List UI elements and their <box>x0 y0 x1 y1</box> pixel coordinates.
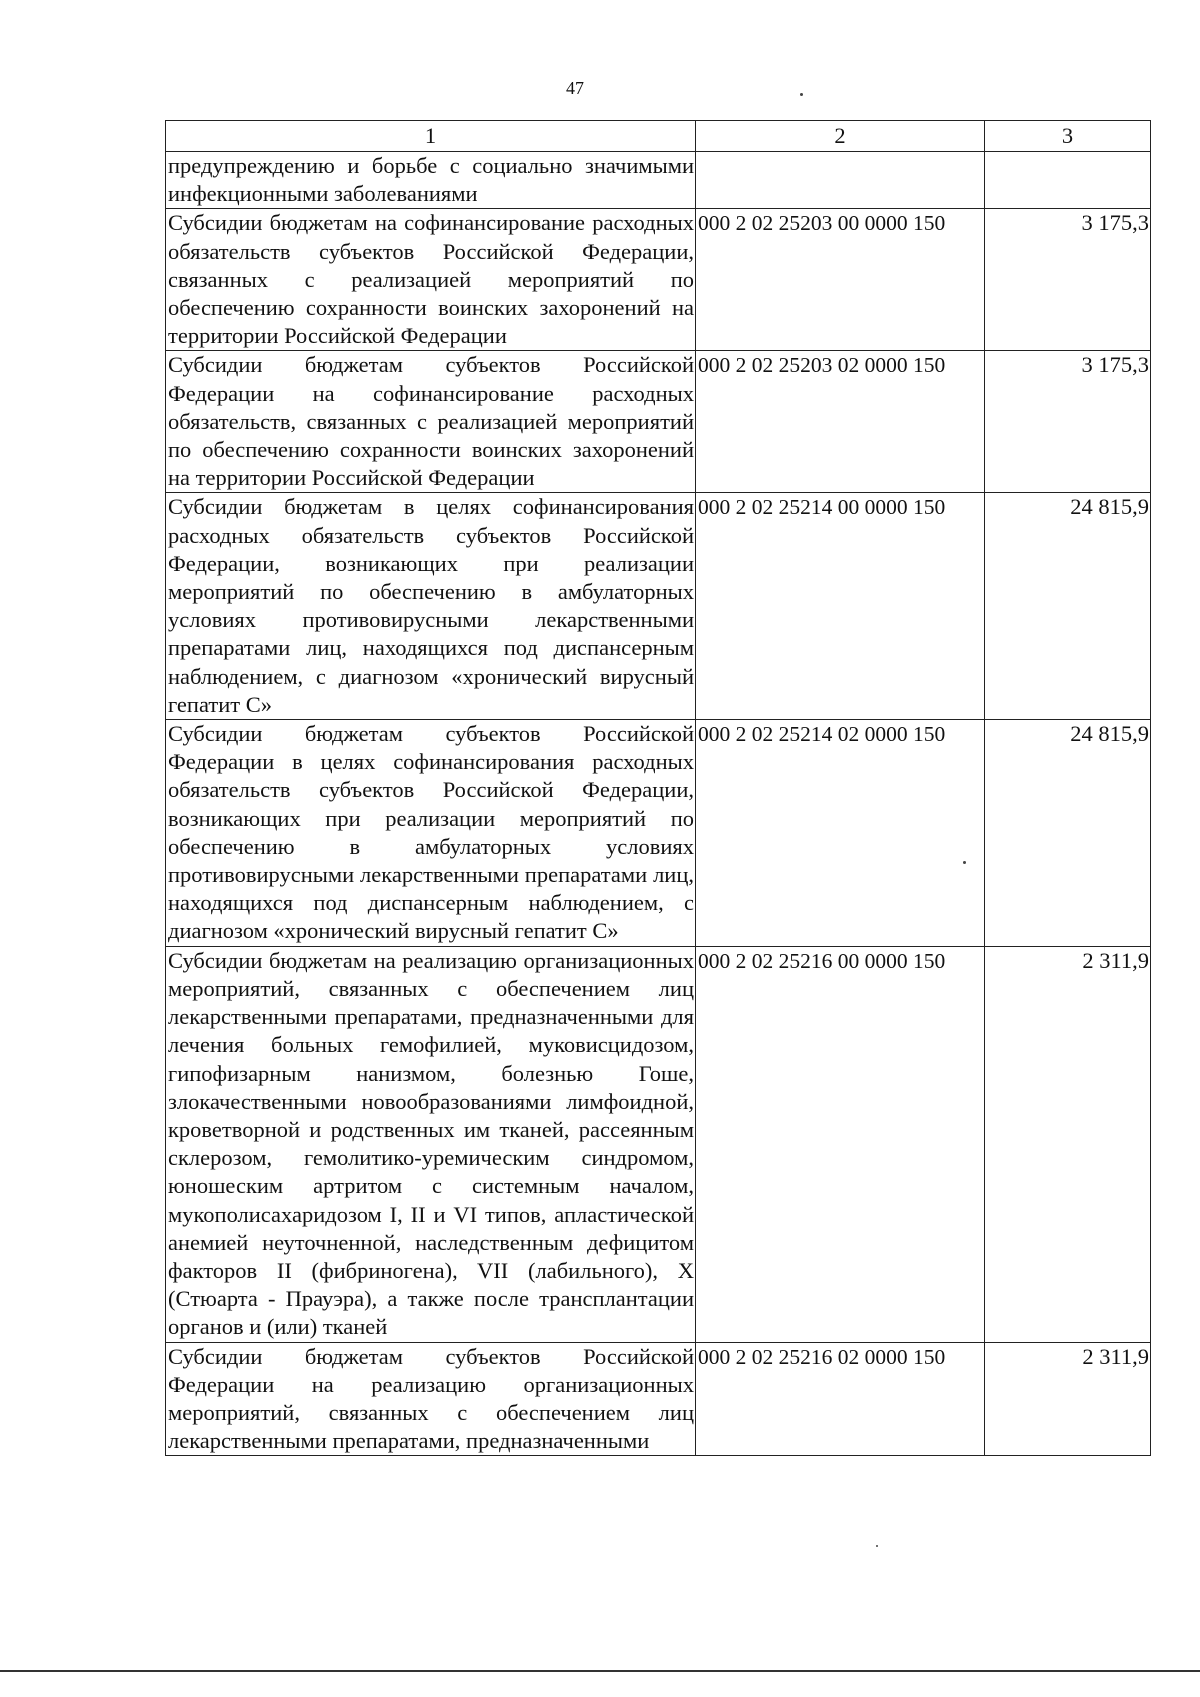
row-amount: 2 311,9 <box>985 1342 1151 1456</box>
table-header-row <box>166 121 1151 152</box>
row-budget-code: 000 2 02 25216 00 0000 150 <box>696 946 985 1342</box>
row-description: Субсидии бюджетам на софинансирование расходных обязательств субъектов Российской Федерации, связанных с реализацией мероприятий по обеспечению сохранности воинских захоронений на территории Российской Федерации <box>166 209 696 351</box>
row-description: предупреждению и борьбе с социально значимыми инфекционными заболеваниями <box>166 152 696 209</box>
table-row <box>166 152 1151 209</box>
page-number: 47 <box>566 78 584 98</box>
row-amount: 3 175,3 <box>985 351 1151 493</box>
table-row <box>166 1342 1151 1456</box>
row-amount: 24 815,9 <box>985 720 1151 947</box>
row-budget-code: 000 2 02 25203 02 0000 150 <box>696 351 985 493</box>
table-row <box>166 720 1151 947</box>
scan-speck <box>876 1545 878 1547</box>
column-header-1: 1 <box>166 121 696 152</box>
row-budget-code: 000 2 02 25214 00 0000 150 <box>696 493 985 720</box>
row-description: Субсидии бюджетам субъектов Российской Федерации на реализацию организационных мероприятий, связанных с обеспечением лиц лекарственными препаратами, предназначенными <box>166 1342 696 1456</box>
table-row <box>166 209 1151 351</box>
column-header-3: 3 <box>985 121 1151 152</box>
row-amount: 24 815,9 <box>985 493 1151 720</box>
budget-table <box>165 120 1151 1456</box>
table-row <box>166 946 1151 1342</box>
row-description: Субсидии бюджетам в целях софинансирования расходных обязательств субъектов Российской Федерации, возникающих при реализации мероприятий по обеспечению в амбулаторных условиях противовирусными лекарственными препаратами лиц, находящихся под диспансерным наблюдением, с диагнозом «хронический вирусный гепатит С» <box>166 493 696 720</box>
row-budget-code: 000 2 02 25214 02 0000 150 <box>696 720 985 947</box>
row-description: Субсидии бюджетам на реализацию организационных мероприятий, связанных с обеспечением лиц лекарственными препаратами, предназначенными для лечения больных гемофилией, муковисцидозом, гипофизарным нанизмом, болезнью Гоше, злокачественными новообразованиями лимфоидной, кроветворной и родственных им тканей, рассеянным склерозом, гемолитико-уремическим синдромом, юношеским артритом с системным началом, мукополисахаридозом I, II и VI типов, апластической анемией неуточненной, наследственным дефицитом факторов II (фибриногена), VII (лабильного), X (Стюарта - Прауэра), а также после трансплантации органов и (или) тканей <box>166 946 696 1342</box>
page-bottom-rule <box>0 1670 1200 1672</box>
row-budget-code <box>696 152 985 209</box>
row-amount: 3 175,3 <box>985 209 1151 351</box>
row-amount <box>985 152 1151 209</box>
row-amount: 2 311,9 <box>985 946 1151 1342</box>
scan-speck <box>800 93 803 96</box>
row-budget-code: 000 2 02 25216 02 0000 150 <box>696 1342 985 1456</box>
table-row <box>166 351 1151 493</box>
table-row <box>166 493 1151 720</box>
row-description: Субсидии бюджетам субъектов Российской Федерации в целях софинансирования расходных обязательств субъектов Российской Федерации, возникающих при реализации мероприятий по обеспечению в амбулаторных условиях противовирусными лекарственными препаратами лиц, находящихся под диспансерным наблюдением, с диагнозом «хронический вирусный гепатит С» <box>166 720 696 947</box>
row-description: Субсидии бюджетам субъектов Российской Федерации на софинансирование расходных обязательств, связанных с реализацией мероприятий по обеспечению сохранности воинских захоронений на территории Российской Федерации <box>166 351 696 493</box>
column-header-2: 2 <box>696 121 985 152</box>
row-budget-code: 000 2 02 25203 00 0000 150 <box>696 209 985 351</box>
